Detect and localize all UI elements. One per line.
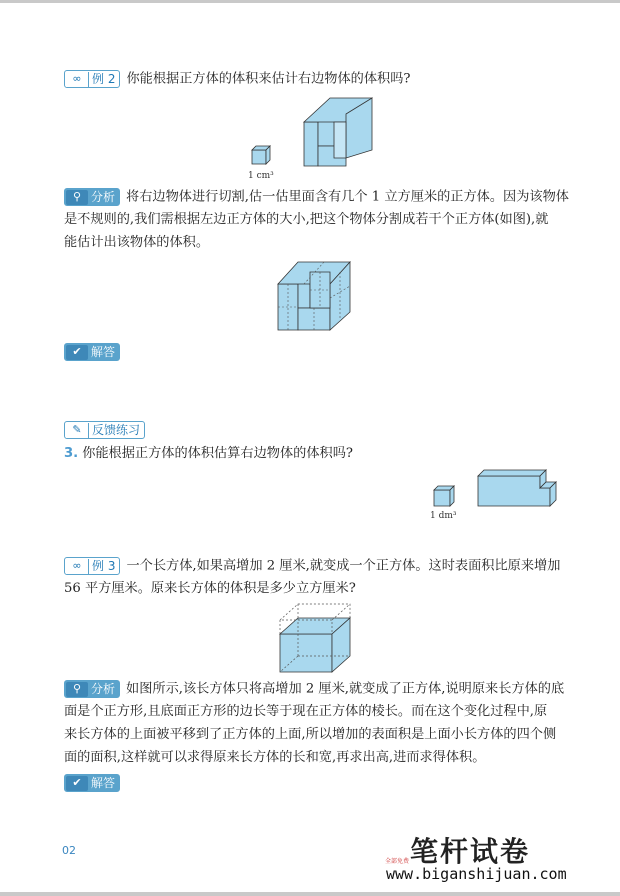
- practice-header: [64, 421, 574, 440]
- analysis2-line-2: 面是个正方形,且底面正方形的边长等于现在正方体的棱长。而在这个变化过程中,原: [64, 704, 548, 719]
- practice-question: 你能根据正方体的体积估算右边物体的体积吗?: [82, 446, 354, 461]
- check-icon: ✔: [66, 345, 88, 360]
- analysis2-line-3: 来长方体的上面被平移到了正方体的上面,所以增加的表面积是上面小长方体的四个侧: [64, 727, 557, 742]
- example2-row: [64, 70, 574, 89]
- example2-tag: ∞ 例 2: [64, 70, 120, 88]
- practice-question-row: [64, 445, 574, 463]
- example2-question: 你能根据正方体的体积来估计右边物体的体积吗?: [126, 71, 411, 87]
- answer2-tag: ✔ 解答: [64, 774, 120, 792]
- watermark-small: 全部免费: [385, 858, 410, 865]
- analysis1-line-2: 是不规则的,我们需根据左边正方体的大小,把这个物体分割成若干个正方体(如图),就: [64, 212, 549, 227]
- watermark-title: 笔杆试卷: [410, 835, 531, 868]
- link-icon: ∞: [66, 72, 89, 87]
- bottom-border: [0, 892, 620, 896]
- watermark-url: www.biganshijuan.com: [386, 865, 567, 883]
- watermark: [380, 830, 567, 888]
- page-number: 02: [62, 844, 76, 857]
- link-icon: ∞: [66, 559, 89, 574]
- practice-tag: ✎ 反馈练习: [64, 421, 145, 439]
- analysis2-line-1: ⚲ 分析 如图所示,该长方体只将高增加 2 厘米,就变成了正方体,说明原来长方体的底: [64, 680, 574, 699]
- check-icon: ✔: [66, 776, 88, 791]
- answer1-row: [64, 343, 574, 362]
- analysis2-tag: ⚲ 分析: [64, 680, 120, 698]
- irregular-solid: [304, 98, 372, 166]
- figure-practice: [420, 462, 570, 522]
- top-border: [0, 0, 620, 3]
- unit-label-cm: 1 cm³: [248, 171, 274, 181]
- analysis1-line-3: 能估计出该物体的体积。: [64, 235, 210, 250]
- unit-cube-dm: [434, 486, 454, 506]
- analysis1-line-1: ⚲ 分析 将右边物体进行切割,估一估里面含有几个 1 立方厘米的正方体。因为该物体: [64, 188, 574, 207]
- answer2-row: [64, 774, 574, 793]
- stepped-solid: [478, 470, 556, 506]
- unit-cube-cm: [252, 146, 270, 164]
- example3-line-1: ∞ 例 3 一个长方体,如果高增加 2 厘米,就变成一个正方体。这时表面积比原来增加: [64, 557, 574, 576]
- magnifier-icon: ⚲: [66, 190, 88, 205]
- analysis2-line-4: 面的面积,这样就可以求得原来长方体的长和宽,再求出高,进而求得体积。: [64, 750, 486, 765]
- pencil-icon: ✎: [66, 423, 89, 438]
- unit-label-dm: 1 dm³: [430, 511, 457, 521]
- figure-cuboid: [270, 600, 360, 676]
- practice-number: 3.: [64, 446, 79, 461]
- figure-example2: [240, 92, 390, 181]
- figure-divided-solid: [270, 258, 360, 334]
- example3-tag: ∞ 例 3: [64, 557, 120, 575]
- example3-line-2: 56 平方厘米。原来长方体的体积是多少立方厘米?: [64, 581, 356, 596]
- analysis1-tag: ⚲ 分析: [64, 188, 120, 206]
- answer1-tag: ✔ 解答: [64, 343, 120, 361]
- magnifier-icon: ⚲: [66, 682, 88, 697]
